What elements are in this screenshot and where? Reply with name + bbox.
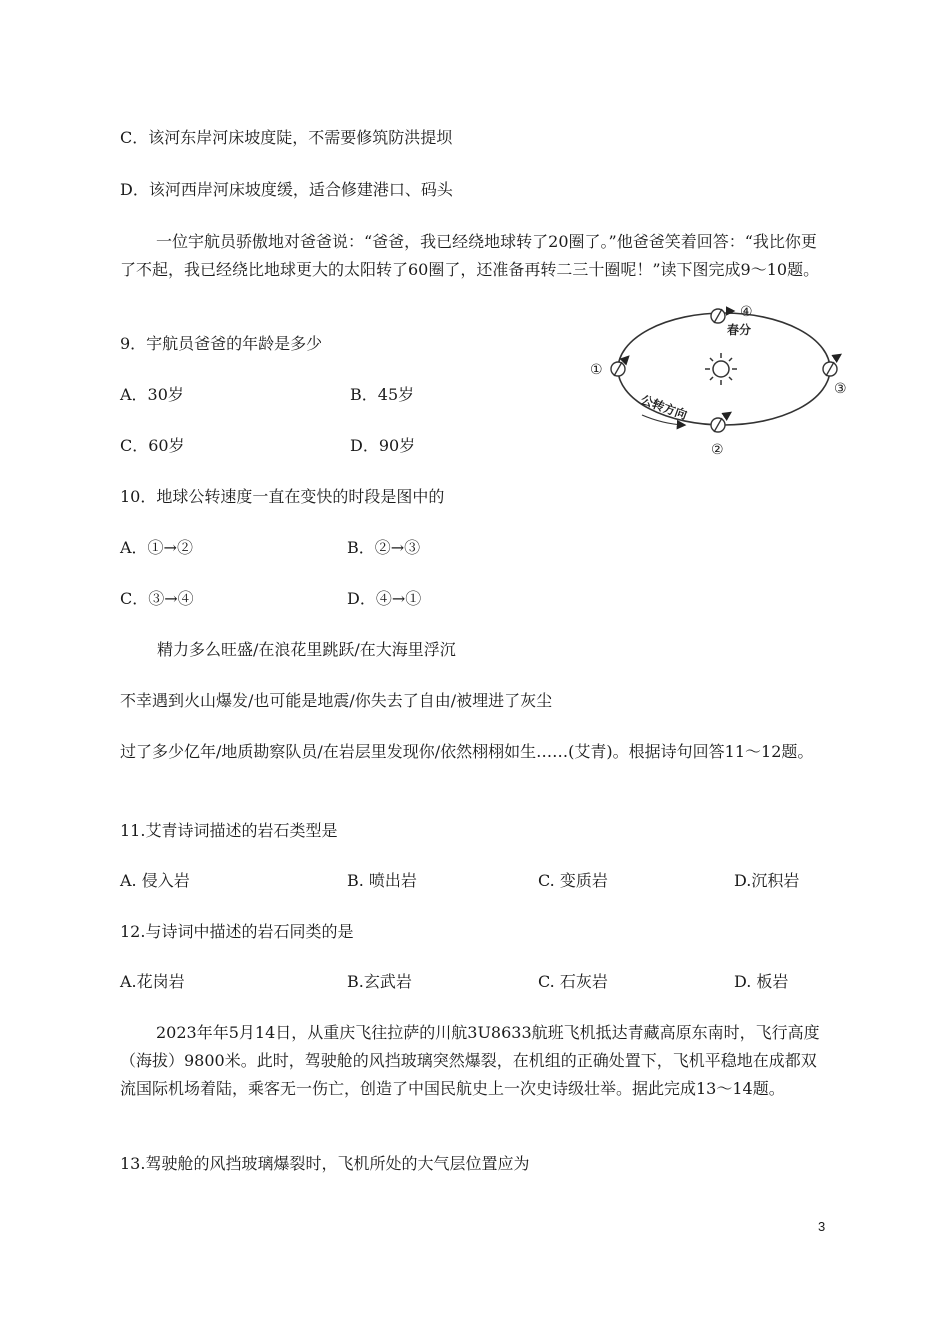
poem-line-3: 过了多少亿年/地质勘察队员/在岩层里发现你/依然栩栩如生……(艾青)。根据诗句回答11～12题。 [120, 742, 814, 761]
q10-stem: 10．地球公转速度一直在变快的时段是图中的 [120, 487, 445, 506]
q12-option-c: C. 石灰岩 [538, 972, 608, 991]
q11-option-b: B. 喷出岩 [347, 871, 417, 890]
q8-option-c: C．该河东岸河床坡度陡，不需要修筑防洪提坝 [120, 128, 453, 147]
q10-option-b: B．②→③ [347, 538, 421, 557]
q12-option-d: D. 板岩 [734, 972, 789, 991]
q9-option-d: D．90岁 [350, 436, 416, 455]
passage-9-10: 一位宇航员骄傲地对爸爸说：“爸爸，我已经绕地球转了20圈了。”他爸爸笑着回答：“我比你更了不起，我已经绕比地球更大的太阳转了60圈了，还准备再转二三十圈呢！”读下图完成9～10题。 [120, 232, 820, 279]
q9-option-a: A．30岁 [120, 385, 184, 404]
q11-stem: 11.艾青诗词描述的岩石类型是 [120, 821, 338, 840]
poem-line-2: 不幸遇到火山爆发/也可能是地震/你失去了自由/被埋进了灰尘 [120, 691, 553, 710]
q9-option-b: B．45岁 [350, 385, 415, 404]
q13-stem: 13.驾驶舱的风挡玻璃爆裂时，飞机所处的大气层位置应为 [120, 1154, 530, 1173]
sun-icon [705, 353, 737, 385]
q9-stem: 9．宇航员爸爸的年龄是多少 [120, 334, 323, 353]
page-number: 3 [818, 1219, 826, 1234]
earth-position-1 [590, 357, 628, 378]
q12-stem: 12.与诗词中描述的岩石同类的是 [120, 922, 354, 941]
q12-option-a: A.花岗岩 [120, 972, 185, 991]
label-2: ② [711, 442, 724, 458]
earth-orbit-diagram [588, 297, 858, 467]
q10-option-c: C．③→④ [120, 589, 194, 608]
poem-line-1: 精力多么旺盛/在浪花里跳跃/在大海里浮沉 [157, 640, 456, 659]
revolution-direction-label: 公转方向 [638, 392, 689, 423]
spring-equinox-label: 春分 [727, 323, 752, 337]
label-3: ③ [834, 381, 847, 397]
q11-option-a: A. 侵入岩 [120, 871, 190, 890]
label-1: ① [590, 362, 603, 378]
earth-position-4 [711, 304, 753, 337]
q12-option-b: B.玄武岩 [347, 972, 412, 991]
q9-option-c: C．60岁 [120, 436, 185, 455]
q10-option-a: A．①→② [120, 538, 193, 557]
q11-option-c: C. 变质岩 [538, 871, 608, 890]
q8-option-d: D．该河西岸河床坡度缓，适合修建港口、码头 [120, 180, 453, 199]
q11-option-d: D.沉积岩 [734, 871, 800, 890]
passage-13-14: 2023年年5月14日，从重庆飞往拉萨的川航3U8633航班飞机抵达青藏高原东南时，飞行高度（海拔）9800米。此时，驾驶舱的风挡玻璃突然爆裂，在机组的正确处置下，飞机平稳地在成都双流国际机场着陆，乘客无一伤亡，创造了中国民航史上一次史诗级壮举。据此完成13～14题。 [120, 1023, 820, 1098]
earth-position-3 [823, 355, 847, 397]
earth-position-2 [711, 413, 730, 458]
label-4: ④ [740, 304, 753, 320]
q10-option-d: D．④→① [347, 589, 422, 608]
